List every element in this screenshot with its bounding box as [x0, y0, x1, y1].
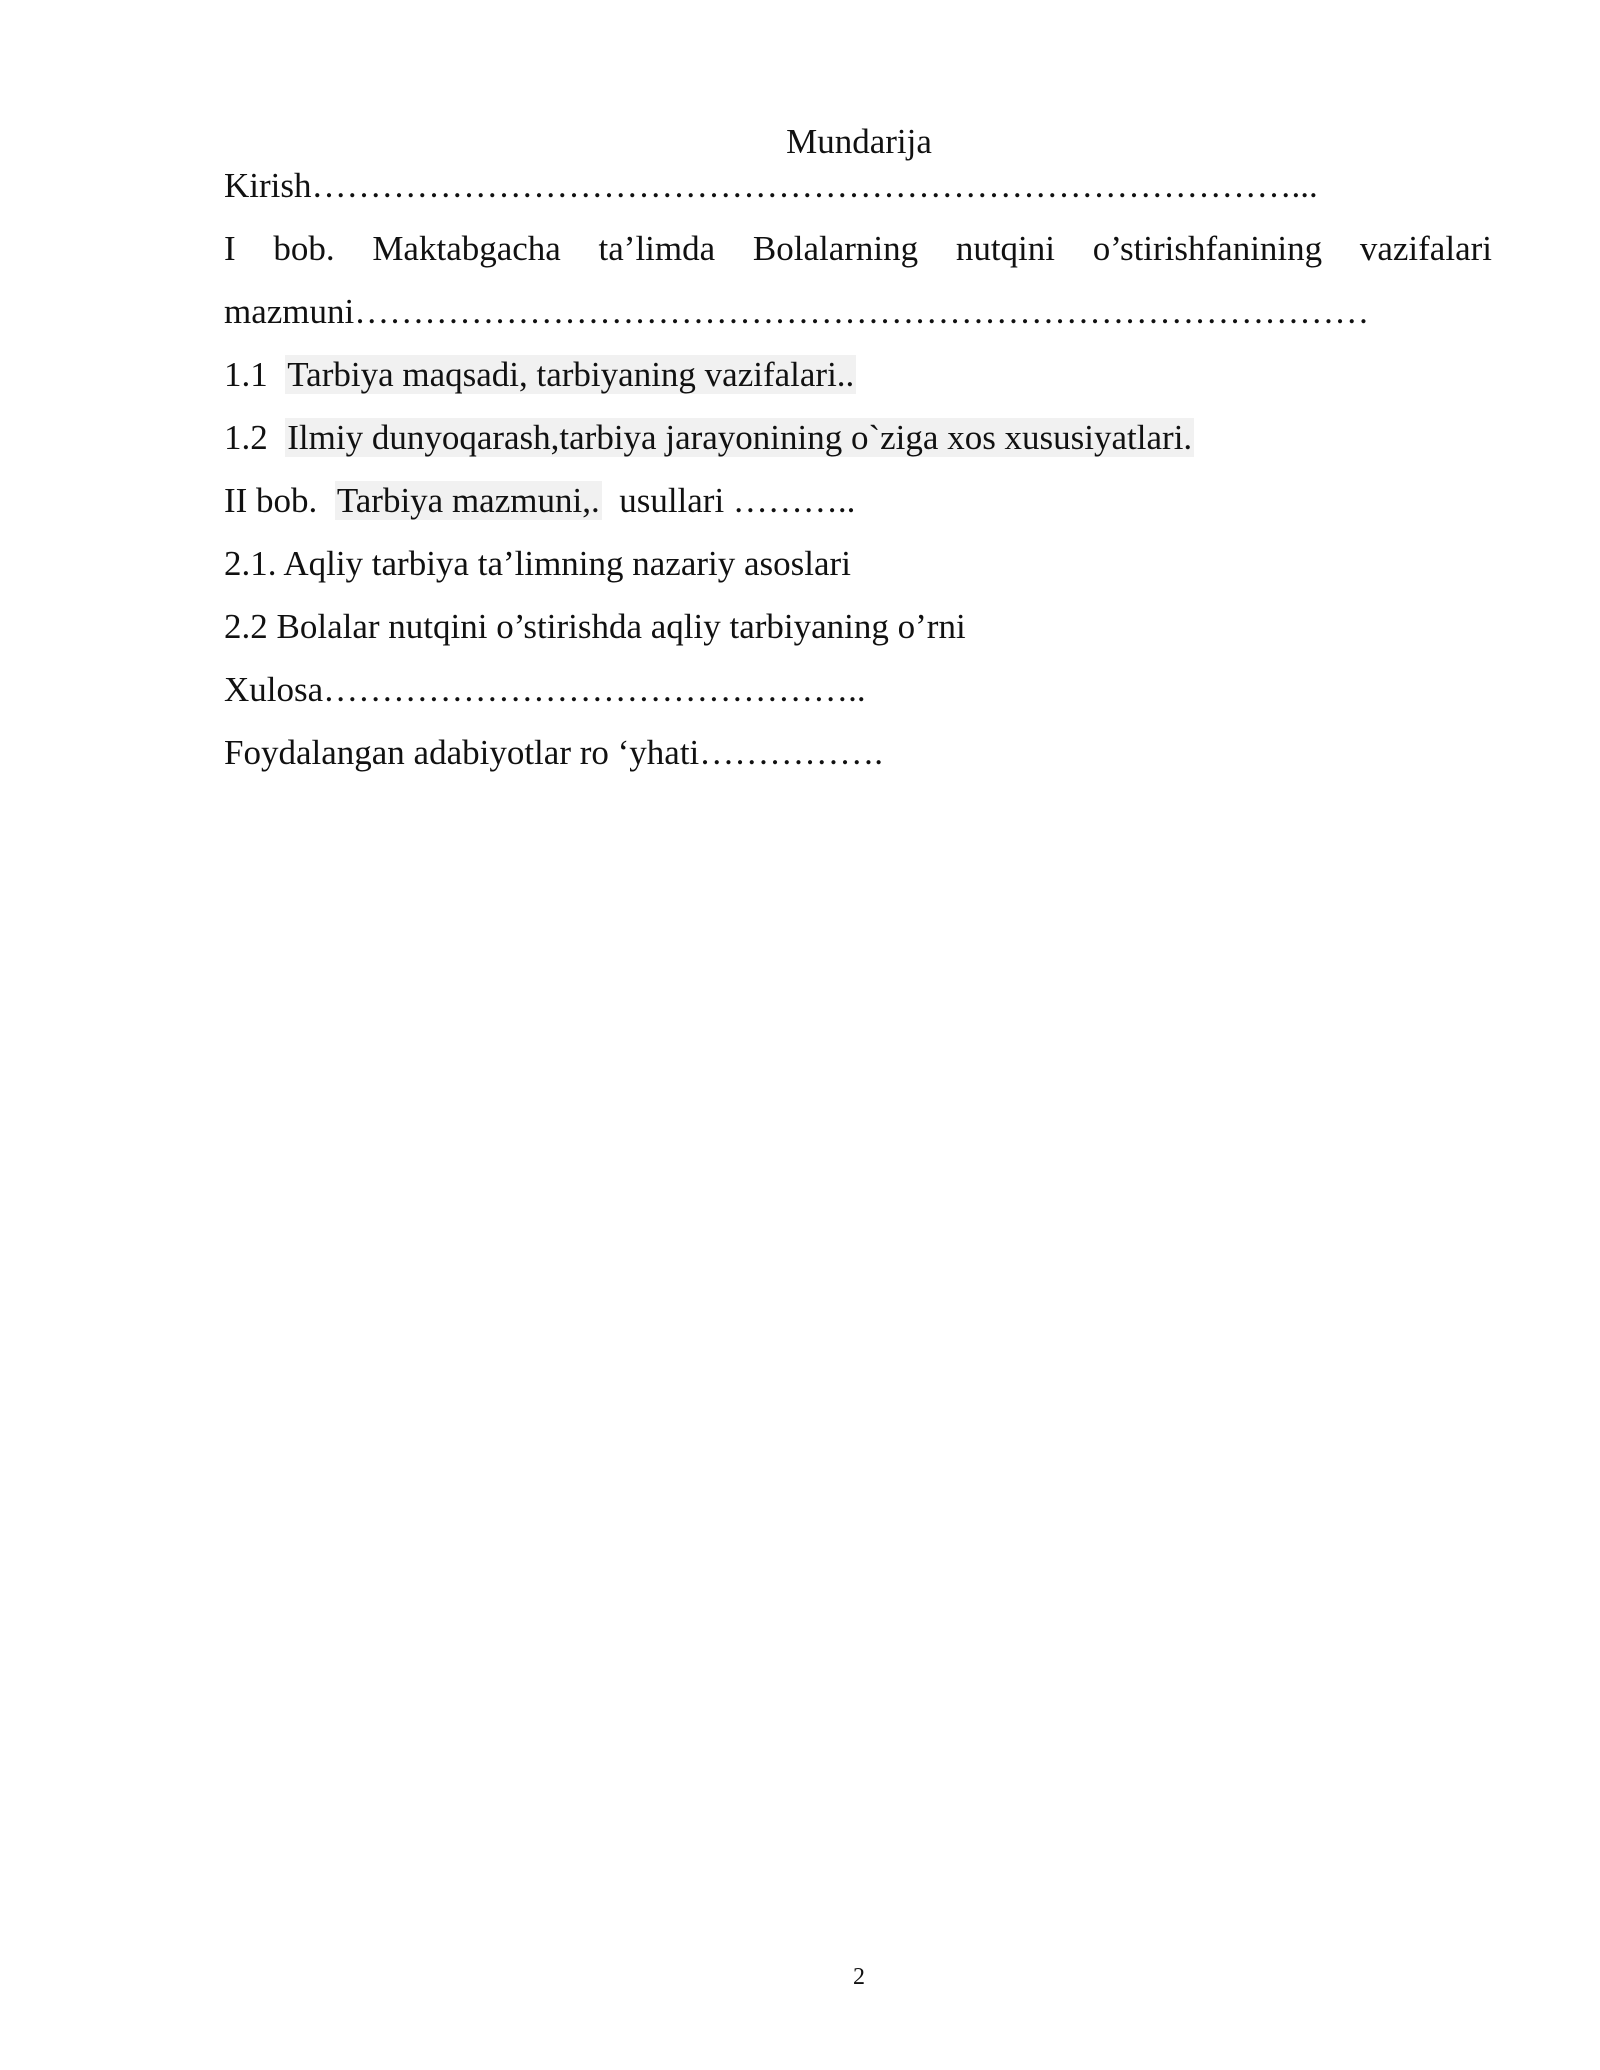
page-number: 2 [853, 1964, 865, 1990]
toc-word: nutqini [955, 229, 1056, 268]
toc-entry-xulosa: Xulosa……………………………………….. [224, 670, 866, 709]
toc-entry-chapter-1 [224, 227, 1492, 271]
toc-word: Maktabgacha [372, 229, 561, 268]
toc-entry-chapter-2 [224, 479, 855, 523]
toc-word: vazifalari [1359, 229, 1492, 268]
toc-entry-2-1: 2.1. Aqliy tarbiya ta’limning nazariy asoslari [224, 544, 851, 583]
toc-chapter-prefix: II bob. [224, 481, 318, 520]
toc-entry-adabiyotlar: Foydalangan adabiyotlar ro ‘yhati……………. [224, 733, 884, 772]
page-title: Mundarija [786, 122, 932, 161]
toc-word: o’stirishfanining [1092, 229, 1323, 268]
toc-entry-title: Ilmiy dunyoqarash,tarbiya jarayonining o`ziga xos xususiyatlari. [287, 418, 1193, 457]
toc-word: Bolalarning [752, 229, 919, 268]
toc-entry-number: 1.2 [224, 418, 268, 457]
toc-entry-1-2 [224, 416, 1194, 460]
toc-entry-chapter-1-continued: mazmuni…………………………………………………………………………… [224, 292, 1370, 331]
toc-word: I [224, 229, 236, 268]
toc-chapter-title-rest: usullari ……….. [619, 481, 856, 520]
toc-entry-2-2: 2.2 Bolalar nutqini o’stirishda aqliy tarbiyaning o’rni [224, 607, 966, 646]
toc-chapter-title: Tarbiya mazmuni,. [336, 481, 600, 520]
toc-entry-number: 1.1 [224, 355, 268, 394]
toc-entry-kirish: Kirish…………………………………………………………………………... [224, 166, 1318, 205]
toc-word: ta’limda [598, 229, 716, 268]
toc-word: bob. [273, 229, 335, 268]
toc-entry-1-1 [224, 353, 856, 397]
toc-entry-title: Tarbiya maqsadi, tarbiyaning vazifalari.. [287, 355, 855, 394]
